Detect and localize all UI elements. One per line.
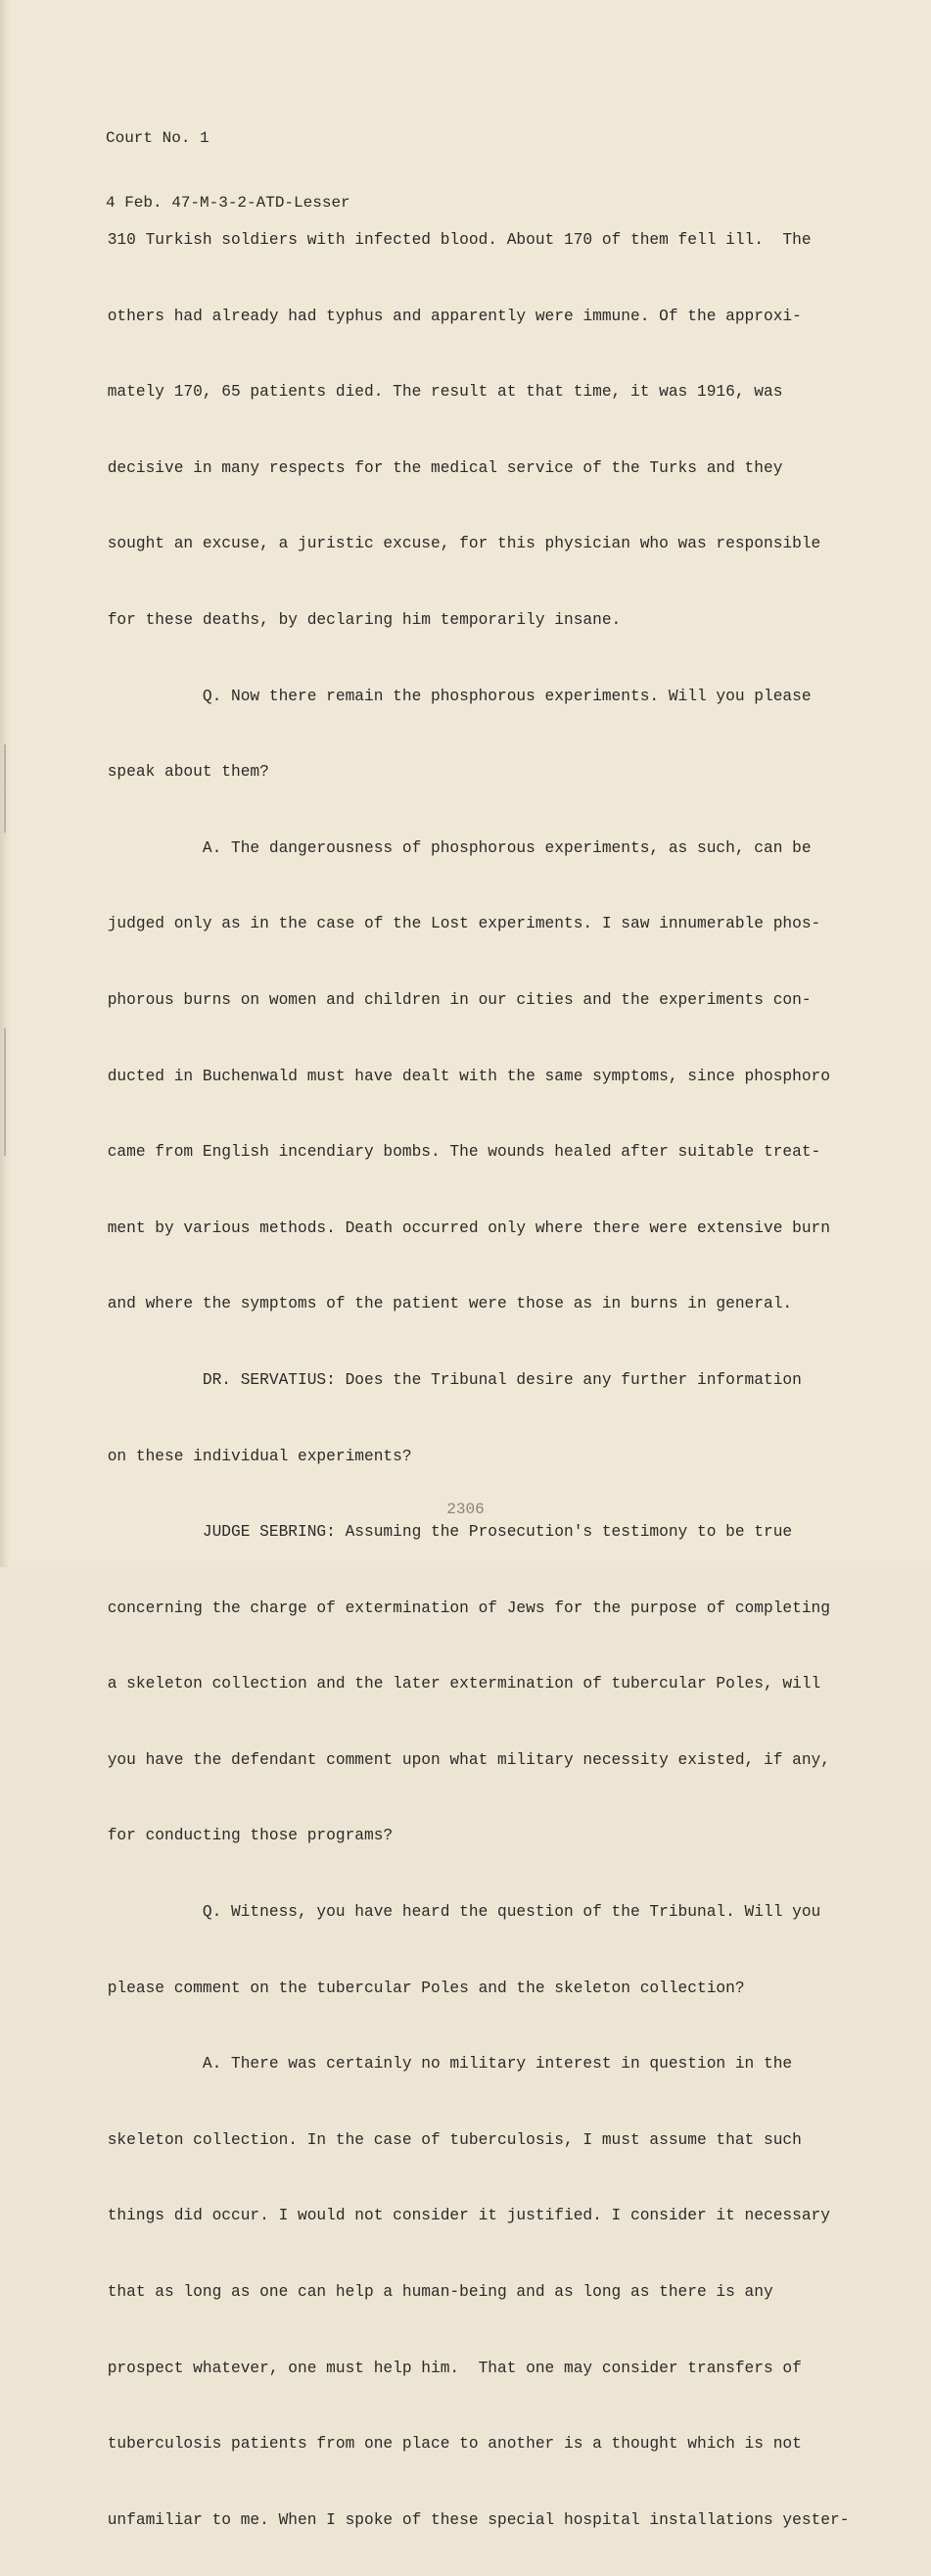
transcript-line: and where the symptoms of the patient were those as in burns in general.: [98, 1295, 793, 1313]
transcript-line: judged only as in the case of the Lost experiments. I saw innumerable phos-: [98, 915, 821, 933]
transcript-line: others had already had typhus and apparently were immune. Of the approxi-: [98, 307, 802, 325]
transcript-line: on these individual experiments?: [98, 1447, 412, 1465]
transcript-line: A. The dangerousness of phosphorous experiments, as such, can be: [98, 838, 812, 857]
transcript-line: concerning the charge of extermination of Jews for the purpose of completing: [98, 1598, 830, 1617]
transcript-line: ment by various methods. Death occurred only where there were extensive burn: [98, 1218, 830, 1237]
transcript-line: for conducting those programs?: [98, 1827, 394, 1845]
transcript-line: mately 170, 65 patients died. The result at that time, it was 1916, was: [98, 383, 783, 402]
court-number: Court No. 1: [106, 129, 209, 147]
transcript-body: [98, 185, 861, 2576]
document-reference: 4 Feb. 47-M-3-2-ATD-Lesser: [106, 194, 350, 212]
transcript-line: skeleton collection. In the case of tuberculosis, I must assume that such: [98, 2130, 802, 2149]
transcript-line: unfamiliar to me. When I spoke of these special hospital installations yester-: [98, 2510, 850, 2529]
transcript-line: speak about them?: [98, 763, 269, 782]
transcript-line: ducted in Buchenwald must have dealt with the same symptoms, since phosphoro: [98, 1067, 830, 1085]
transcript-line: things did occur. I would not consider it justified. I consider it necessary: [98, 2207, 830, 2225]
transcript-line: 310 Turkish soldiers with infected blood. About 170 of them fell ill. The: [98, 231, 812, 249]
page-number: 2306: [446, 1501, 485, 1518]
transcript-line: please comment on the tubercular Poles and the skeleton collection?: [98, 1979, 745, 1997]
transcript-line: tuberculosis patients from one place to another is a thought which is not: [98, 2435, 802, 2454]
transcript-line: prospect whatever, one must help him. That one may consider transfers of: [98, 2359, 802, 2377]
transcript-line: that as long as one can help a human-being and as long as there is any: [98, 2283, 773, 2302]
transcript-line: came from English incendiary bombs. The wounds healed after suitable treat-: [98, 1143, 821, 1162]
transcript-line: phorous burns on women and children in our cities and the experiments con-: [98, 990, 812, 1009]
transcript-line: sought an excuse, a juristic excuse, for this physician who was responsible: [98, 535, 821, 553]
transcript-line: Q. Witness, you have heard the question of the Tribunal. Will you: [98, 1903, 821, 1922]
transcript-line: JUDGE SEBRING: Assuming the Prosecution's testimony to be true: [98, 1523, 793, 1542]
scan-blemish: [4, 744, 6, 833]
transcript-line: decisive in many respects for the medical service of the Turks and they: [98, 458, 783, 477]
transcript-line: DR. SERVATIUS: Does the Tribunal desire any further information: [98, 1370, 802, 1389]
transcript-line: for these deaths, by declaring him temporarily insane.: [98, 610, 622, 629]
transcript-line: Q. Now there remain the phosphorous experiments. Will you please: [98, 687, 812, 705]
scan-blemish: [4, 1028, 6, 1156]
transcript-line: a skeleton collection and the later extermination of tubercular Poles, will: [98, 1675, 821, 1693]
transcript-line: you have the defendant comment upon what military necessity existed, if any,: [98, 1750, 830, 1769]
transcript-line: A. There was certainly no military interest in question in the: [98, 2055, 793, 2074]
